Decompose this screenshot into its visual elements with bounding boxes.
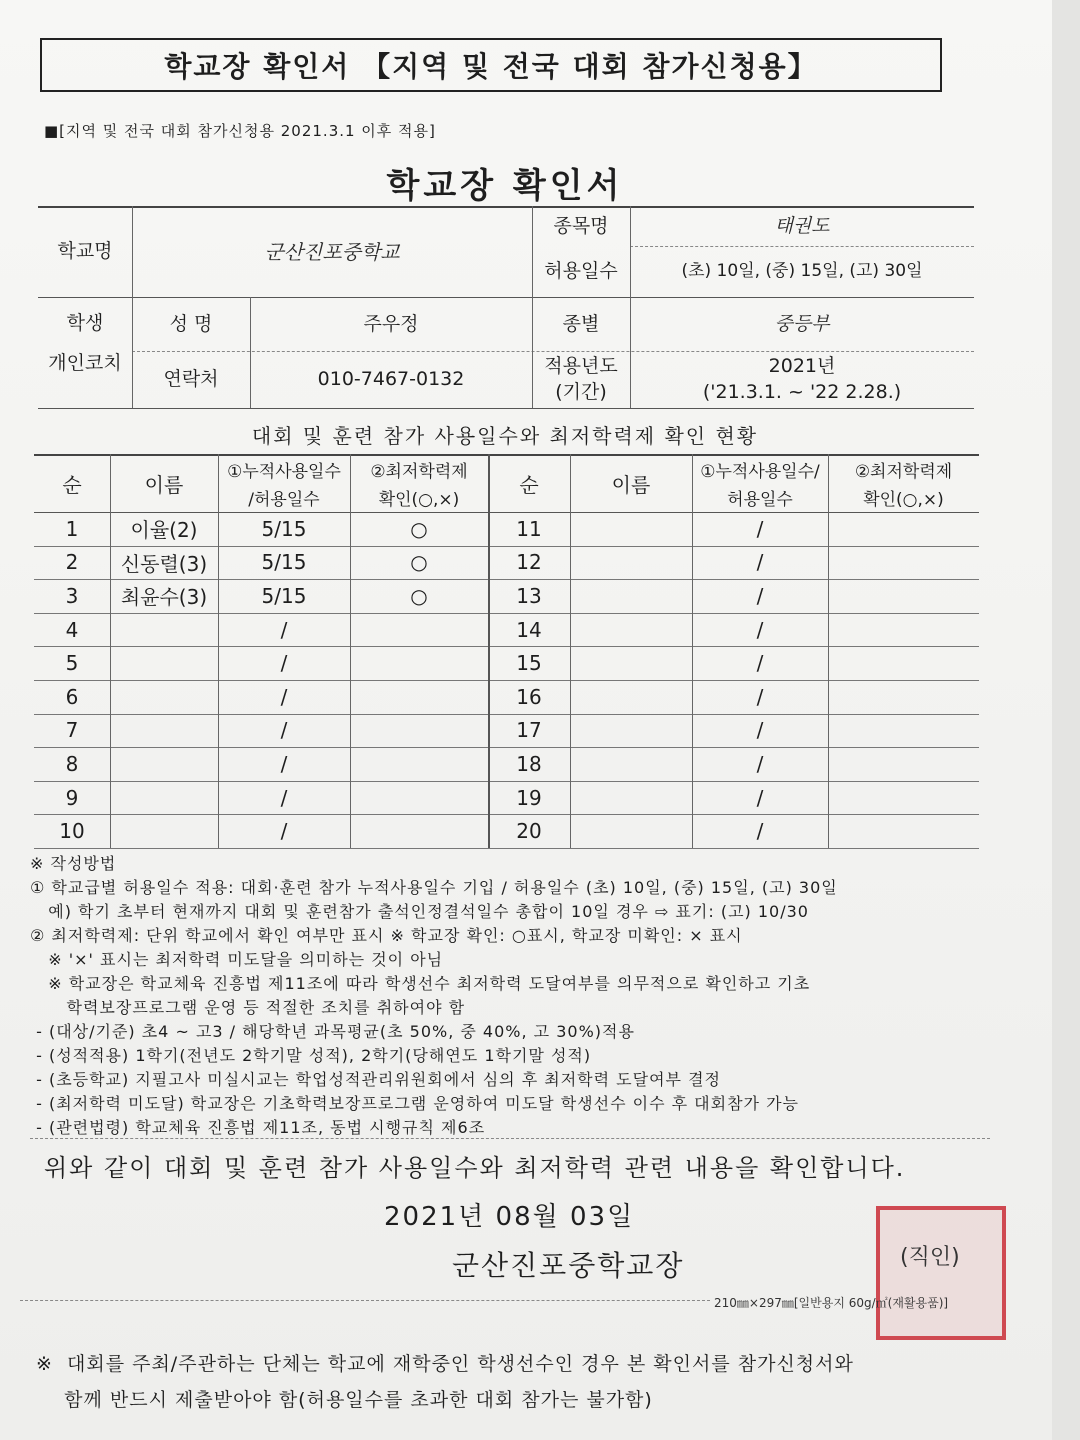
table-cell-check (828, 680, 979, 714)
table-cell-name (570, 646, 692, 680)
table-cell-no: 12 (516, 550, 542, 575)
table-cell-days: / (756, 583, 764, 608)
table-cell-no: 19 (516, 785, 542, 810)
header-check-right-line2: 확인(○,×) (863, 489, 944, 510)
table-cell-no: 13 (516, 583, 542, 608)
table-cell-name (110, 613, 218, 647)
table-cell-check: ○ (410, 550, 428, 575)
table-cell-check (350, 680, 488, 714)
header-days-line1: ①누적사용일수 (227, 461, 341, 482)
table-cell-no: 7 (65, 718, 79, 743)
year-value-line2: ('21.3.1. ~ '22 2.28.) (702, 380, 902, 403)
name-label: 성 명 (169, 312, 213, 335)
table-cell-no: 3 (65, 583, 79, 608)
table-cell-name (570, 714, 692, 748)
table-cell-no: 10 (59, 819, 85, 844)
official-seal (876, 1206, 1006, 1340)
table-cell-name (110, 714, 218, 748)
note-line: - (관련법령) 학교체육 진흥법 제11조, 동법 시행규칙 제6조 (30, 1118, 486, 1137)
table-cell-name (110, 646, 218, 680)
year-value-line1: 2021년 (768, 354, 836, 377)
confirmation-statement: 위와 같이 대회 및 훈련 참가 사용일수와 최저학력 관련 내용을 확인합니다. (44, 1154, 906, 1182)
note-line: ※ '×' 표시는 최저학력 미도달을 의미하는 것이 아님 (30, 950, 444, 969)
table-cell-check (828, 814, 979, 848)
document-box-title: 학교장 확인서 【지역 및 전국 대회 참가신청용】 (40, 38, 942, 92)
table-cell-name (570, 512, 692, 546)
note-line: ① 학교급별 허용일수 적용: 대회·훈련 참가 누적사용일수 기입 / 허용일수 (초) 10일, (중) 15일, (고) 30일 (30, 878, 838, 897)
school-label: 학교명 (57, 240, 113, 263)
header-days-line2: /허용일수 (248, 489, 320, 510)
header-name-right: 이름 (611, 472, 651, 497)
principal-name: 군산진포중학교장 (452, 1249, 685, 1282)
table-cell-no: 15 (516, 651, 542, 676)
note-line: - (성적적용) 1학기(전년도 2학기말 성적), 2학기(당해연도 1학기말 성적) (30, 1046, 592, 1065)
coach-label-line1: 학생 (66, 311, 104, 334)
table-cell-name: 최윤수(3) (120, 585, 208, 610)
table-cell-name (570, 546, 692, 580)
table-cell-check (350, 714, 488, 748)
table-row-line (34, 848, 979, 849)
table-cell-name (110, 781, 218, 815)
note-line: - (초등학교) 지필고사 미실시교는 학업성적관리위원회에서 심의 후 최저학력 도달여부 결정 (30, 1070, 721, 1089)
table-cell-days: / (756, 684, 764, 709)
table-cell-days: / (280, 617, 288, 642)
table-cell-days: / (756, 651, 764, 676)
table-cell-check (828, 781, 979, 815)
table-cell-days: / (756, 751, 764, 776)
table-cell-no: 2 (65, 550, 79, 575)
table-cell-days: / (280, 651, 288, 676)
table-cell-check (350, 613, 488, 647)
table-cell-check: ○ (410, 583, 428, 608)
table-cell-check: ○ (410, 516, 428, 541)
table-cell-name (570, 579, 692, 613)
table-cell-name (570, 814, 692, 848)
note-line: - (대상/기준) 초4 ~ 고3 / 해당학년 과목평균(초 50%, 중 40%, 고 30%)적용 (30, 1022, 635, 1041)
table-cell-no: 4 (65, 617, 79, 642)
sport-value: 태권도 (774, 214, 830, 237)
note-line: ※ 작성방법 (30, 854, 117, 873)
usage-table-title: 대회 및 훈련 참가 사용일수와 최저학력제 확인 현황 (251, 424, 759, 448)
table-cell-no: 20 (516, 819, 542, 844)
page-title: 학교장 확인서 (386, 166, 624, 206)
table-cell-days: / (280, 751, 288, 776)
header-no-right: 순 (519, 472, 539, 497)
note-line: - (최저학력 미도달) 학교장은 기초학력보장프로그램 운영하여 미도달 학생선수 이수 후 대회참가 가능 (30, 1094, 799, 1113)
table-cell-no: 18 (516, 751, 542, 776)
table-cell-name (110, 680, 218, 714)
notice-line: ■[지역 및 전국 대회 참가신청용 2021.3.1 이후 적용] (44, 122, 436, 140)
spec-divider (20, 1300, 710, 1301)
table-cell-days: / (280, 785, 288, 810)
allowed-days-value: (초) 10일, (중) 15일, (고) 30일 (681, 261, 923, 282)
coach-label-line2: 개인코치 (48, 351, 122, 374)
seal-label: (직인) (900, 1245, 960, 1270)
table-cell-days: 5/15 (261, 516, 307, 541)
header-check-line1: ②최저학력제 (370, 461, 468, 482)
table-cell-name (570, 781, 692, 815)
table-cell-name: 이율(2) (130, 518, 198, 543)
table-cell-name (110, 747, 218, 781)
note-line: 예) 학기 초부터 현재까지 대회 및 훈련참가 출석인정결석일수 총합이 10일 경우 ⇨ 표기: (고) 10/30 (30, 902, 809, 921)
header-name: 이름 (144, 472, 184, 497)
footer-line: 함께 반드시 제출받아야 함(허용일수를 초과한 대회 참가는 불가함) (36, 1389, 653, 1411)
table-cell-name: 신동렬(3) (120, 551, 208, 576)
table-cell-name (570, 747, 692, 781)
table-cell-no: 11 (516, 516, 542, 541)
table-cell-name (570, 613, 692, 647)
table-cell-days: / (280, 718, 288, 743)
table-cell-check (828, 646, 979, 680)
info-bottom-border (38, 408, 974, 409)
issue-date: 2021년 08월 03일 (384, 1202, 635, 1232)
table-cell-no: 8 (65, 751, 79, 776)
table-cell-check (350, 814, 488, 848)
table-cell-check (350, 781, 488, 815)
division-label: 종별 (562, 312, 600, 335)
table-cell-no: 6 (65, 684, 79, 709)
table-cell-no: 9 (65, 785, 79, 810)
table-cell-check (350, 747, 488, 781)
year-label-line1: 적용년도 (544, 354, 618, 377)
table-cell-days: / (756, 785, 764, 810)
table-cell-check (828, 512, 979, 546)
table-cell-days: / (756, 718, 764, 743)
header-check-line2: 확인(○,×) (378, 489, 460, 510)
division-value: 중등부 (774, 312, 830, 335)
header-no: 순 (62, 472, 82, 497)
table-cell-days: 5/15 (261, 583, 307, 608)
table-cell-no: 5 (65, 651, 79, 676)
table-cell-check (350, 646, 488, 680)
paper-spec: 210㎜×297㎜[일반용지 60g/㎡(재활용품)] (714, 1296, 949, 1310)
note-line: ② 최저학력제: 단위 학교에서 확인 여부만 표시 ※ 학교장 확인: ○표시, 학교장 미확인: × 표시 (30, 926, 743, 945)
year-label-line2: (기간) (555, 380, 607, 403)
allowed-days-label: 허용일수 (544, 260, 618, 283)
table-cell-no: 14 (516, 617, 542, 642)
contact-value: 010-7467-0132 (317, 368, 465, 391)
table-cell-check (828, 613, 979, 647)
table-cell-days: / (756, 550, 764, 575)
table-cell-check (828, 747, 979, 781)
table-cell-days: / (756, 617, 764, 642)
name-value: 주우정 (363, 312, 419, 335)
table-cell-check (828, 579, 979, 613)
table-cell-name (570, 680, 692, 714)
note-line: 학력보장프로그램 운영 등 적절한 조치를 취하여야 함 (30, 998, 466, 1017)
writing-instructions (30, 852, 990, 1140)
background-edge (1052, 0, 1080, 1440)
header-days-right-line2: 허용일수 (727, 489, 793, 510)
notes-divider (30, 1138, 990, 1139)
header-days-right-line1: ①누적사용일수/ (700, 461, 820, 482)
table-cell-no: 1 (65, 516, 79, 541)
table-cell-no: 16 (516, 684, 542, 709)
footer-line: ※ 대회를 주최/주관하는 단체는 학교에 재학중인 학생선수인 경우 본 확인서를 참가신청서와 (36, 1353, 854, 1375)
table-cell-days: / (280, 819, 288, 844)
sport-label: 종목명 (553, 214, 609, 237)
table-cell-days: / (756, 516, 764, 541)
table-cell-check (828, 546, 979, 580)
table-cell-name (110, 814, 218, 848)
school-value: 군산진포중학교 (264, 239, 400, 264)
note-line: ※ 학교장은 학교체육 진흥법 제11조에 따라 학생선수 최저학력 도달여부를 의무적으로 확인하고 기초 (30, 974, 811, 993)
table-cell-no: 17 (516, 718, 542, 743)
header-check-right-line1: ②최저학력제 (854, 461, 953, 482)
table-cell-days: / (280, 684, 288, 709)
contact-label: 연락처 (163, 368, 219, 391)
table-cell-check (828, 714, 979, 748)
table-cell-days: 5/15 (261, 550, 307, 575)
table-cell-days: / (756, 819, 764, 844)
footer-notice (36, 1346, 1016, 1418)
